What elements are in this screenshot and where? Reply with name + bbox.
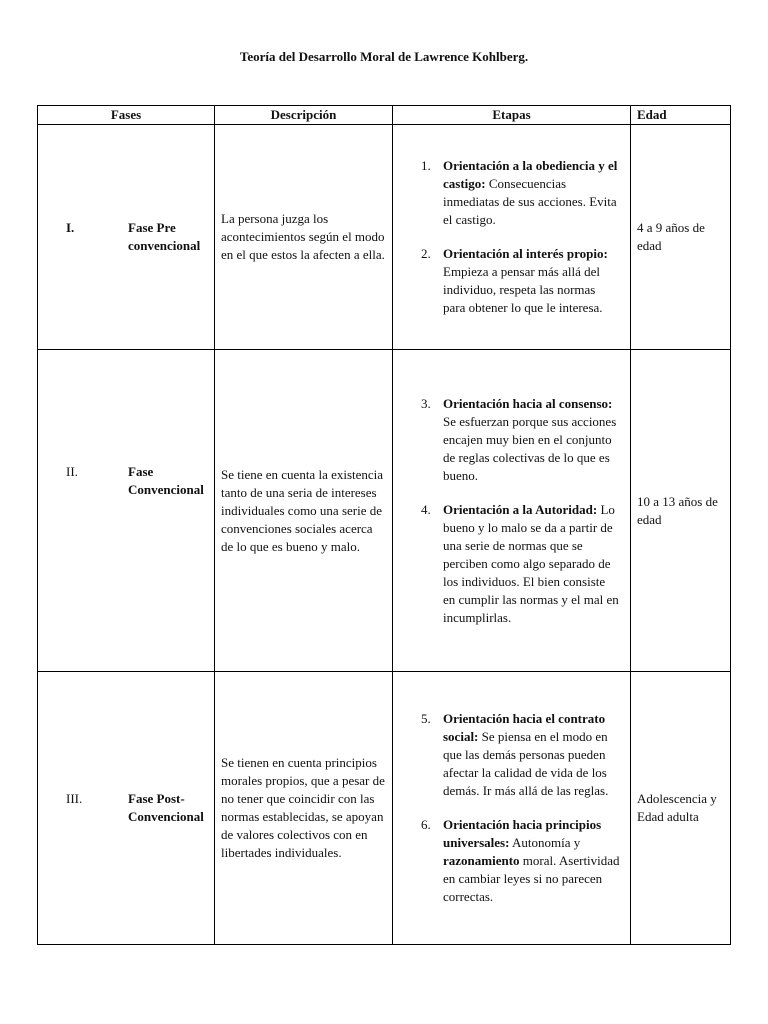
- etapa-text: Consecuencias inmediatas de sus acciones. Evita el castigo.: [443, 176, 617, 227]
- fase-name: Fase Pre convencional: [128, 220, 201, 253]
- etapa-text: Autonomía y: [509, 835, 581, 850]
- etapas-list: [399, 157, 624, 317]
- kohlberg-table: [37, 105, 731, 945]
- descripcion-cell: La persona juzga los acontecimientos según el modo en el que estos la afecten a ella.: [215, 125, 393, 350]
- etapa-bold-term: razonamiento: [443, 853, 520, 868]
- etapa-title: Orientación hacia al consenso:: [443, 395, 613, 411]
- etapa-item: [399, 816, 624, 906]
- etapas-list: [399, 710, 624, 906]
- table-row: [38, 125, 731, 350]
- header-descripcion: Descripción: [215, 106, 393, 125]
- header-fases: Fases: [38, 106, 215, 125]
- etapa-title: Orientación hacia el contrato social:: [443, 711, 606, 744]
- etapa-title: Orientación al interés propio:: [443, 246, 608, 261]
- fase-numeral: I.: [66, 220, 75, 235]
- etapa-text: Se esfuerzan porque sus acciones encajen muy bien en el conjunto de reglas colectivas de lo que es bueno.: [443, 413, 617, 483]
- fase-numeral: III.: [66, 791, 83, 806]
- etapa-title: Orientación a la Autoridad:: [443, 501, 598, 517]
- table-row: [38, 672, 731, 945]
- etapa-item: [399, 501, 624, 627]
- descripcion-cell: Se tiene en cuenta la existencia tanto de una seria de intereses individuales como una serie de convenciones sociales acerca de lo que es bueno y malo.: [215, 350, 393, 672]
- etapas-cell: [393, 672, 631, 945]
- fase-cell: [38, 672, 215, 945]
- fase-cell: [38, 125, 215, 350]
- etapa-title: Orientación a la obediencia y el castigo:: [443, 158, 618, 191]
- edad-cell: 10 a 13 años de edad: [631, 350, 731, 672]
- etapas-list: [399, 395, 624, 627]
- descripcion-cell: Se tienen en cuenta principios morales propios, que a pesar de no tener que coincidir con las normas establecidas, se apoyan de valores colectivos con en libertades individuales.: [215, 672, 393, 945]
- edad-cell: Adolescencia y Edad adulta: [631, 672, 731, 945]
- etapa-text: moral. Asertividad en cambiar leyes si no parecen correctas.: [443, 853, 620, 904]
- document-title: Teoría del Desarrollo Moral de Lawrence Kohlberg.: [239, 49, 529, 64]
- etapa-number: 1.: [421, 158, 431, 173]
- etapa-item: [399, 395, 624, 485]
- etapa-number: 5.: [421, 711, 431, 726]
- etapa-item: [399, 157, 624, 229]
- header-edad: Edad: [631, 106, 731, 125]
- fase-name: Fase Convencional: [128, 463, 204, 497]
- edad-cell: 4 a 9 años de edad: [631, 125, 731, 350]
- etapa-item: [399, 710, 624, 800]
- etapa-text: Empieza a pensar más allá del individuo, respeta las normas para obtener lo que le interesa.: [443, 264, 603, 315]
- table-row: [38, 350, 731, 672]
- etapa-text: Se piensa en el modo en que las demás personas pueden afectar la calidad de vida de los demás. Ir más allá de las reglas.: [443, 729, 609, 798]
- fase-numeral: II.: [66, 463, 78, 479]
- etapa-number: 2.: [421, 246, 431, 261]
- etapa-number: 4.: [421, 501, 431, 517]
- etapas-cell: [393, 125, 631, 350]
- fase-name: Fase Post-Convencional: [128, 791, 204, 824]
- fase-cell: [38, 350, 215, 672]
- header-row: [38, 106, 731, 125]
- etapas-cell: [393, 350, 631, 672]
- etapa-title: Orientación hacia principios universales:: [443, 817, 602, 850]
- header-etapas: Etapas: [393, 106, 631, 125]
- etapa-text: Lo bueno y lo malo se da a partir de una serie de normas que se perciben como algo separado de los individuos. El bien consiste en cumplir las normas y el mal en incumplirlas.: [443, 501, 619, 625]
- etapa-item: [399, 245, 624, 317]
- etapa-number: 6.: [421, 817, 431, 832]
- etapa-number: 3.: [421, 395, 431, 411]
